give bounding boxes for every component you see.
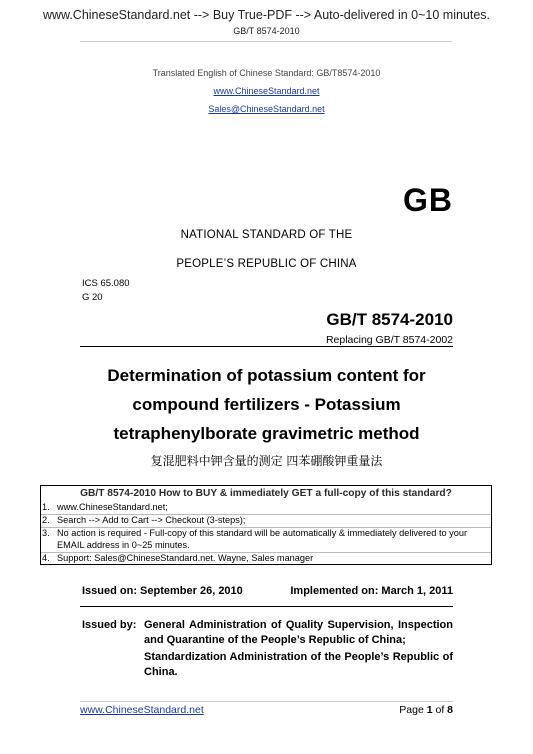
step-number: 2. — [42, 514, 50, 525]
header-site-link-wrap — [0, 86, 533, 96]
dates-divider — [80, 606, 453, 607]
footer-site-link-wrap — [80, 704, 204, 716]
purchase-step — [41, 514, 491, 527]
footer-divider — [80, 701, 453, 702]
issuing-org-2: Standardization Administration of the People’s Republic of China. — [144, 651, 453, 678]
step-text: Search --> Add to Cart --> Checkout (3-steps); — [57, 514, 246, 525]
issued-by-label: Issued by: — [82, 619, 137, 631]
step-text: No action is required - Full-copy of this standard will be automatically & immediately delivered to your EMAIL address in 0~25 minutes. — [57, 527, 468, 551]
purchase-info-box — [40, 485, 492, 565]
purchase-step — [41, 501, 491, 514]
replacing-standard: Replacing GB/T 8574-2002 — [325, 334, 453, 346]
page-sep: of — [432, 704, 448, 716]
header-site-link[interactable]: www.ChineseStandard.net — [213, 86, 320, 96]
step-number: 1. — [42, 502, 50, 512]
page-current: 1 — [426, 704, 433, 716]
purchase-steps-list — [41, 501, 491, 565]
issued-on: Issued on: September 26, 2010 — [82, 585, 243, 597]
ccs-code: G 20 — [82, 292, 103, 303]
purchase-step — [41, 527, 491, 553]
title-line-1: Determination of potassium content for — [107, 366, 426, 385]
top-banner: www.ChineseStandard.net --> Buy True-PDF --> Auto-delivered in 0~10 minutes. — [42, 8, 491, 22]
step-text[interactable]: www.ChineseStandard.net; — [57, 502, 168, 512]
implemented-on: Implemented on: March 1, 2011 — [290, 585, 453, 597]
page-indicator — [399, 704, 453, 716]
step-number: 4. — [42, 553, 50, 564]
purchase-heading: GB/T 8574-2010 How to BUY & immediately GET a full-copy of this standard? — [80, 488, 452, 499]
footer-site-link[interactable]: www.ChineseStandard.net — [80, 704, 204, 716]
header-divider — [80, 41, 452, 42]
standard-number: GB/T 8574-2010 — [326, 310, 453, 329]
national-standard-line2: PEOPLE’S REPUBLIC OF CHINA — [176, 258, 357, 270]
title-chinese: 复混肥料中钾含量的测定 四苯硼酸钾重量法 — [150, 454, 383, 468]
page-label: Page — [399, 704, 427, 716]
ics-code: ICS 65.080 — [82, 278, 130, 289]
header-email-link-wrap — [0, 104, 533, 114]
header-email-link[interactable]: Sales@ChineseStandard.net — [208, 104, 325, 114]
step-text[interactable]: Support: Sales@ChineseStandard.net. Wayne, Sales manager — [57, 553, 314, 564]
title-divider — [80, 346, 453, 347]
national-standard-line1: NATIONAL STANDARD OF THE — [180, 229, 353, 241]
purchase-step — [41, 552, 491, 565]
page-total: 8 — [447, 704, 453, 716]
title-line-3: tetraphenylborate gravimetric method — [113, 424, 420, 443]
title-line-2: compound fertilizers - Potassium — [132, 395, 401, 414]
top-standard-code: GB/T 8574-2010 — [233, 26, 300, 36]
translated-header: Translated English of Chinese Standard: GB/T8574-2010 — [152, 68, 381, 78]
issuing-org-1: General Administration of Quality Supervision, Inspection and Quarantine of the People’s Republic of China; — [144, 619, 453, 646]
step-number: 3. — [42, 527, 50, 538]
gb-logo: GB — [403, 182, 453, 218]
